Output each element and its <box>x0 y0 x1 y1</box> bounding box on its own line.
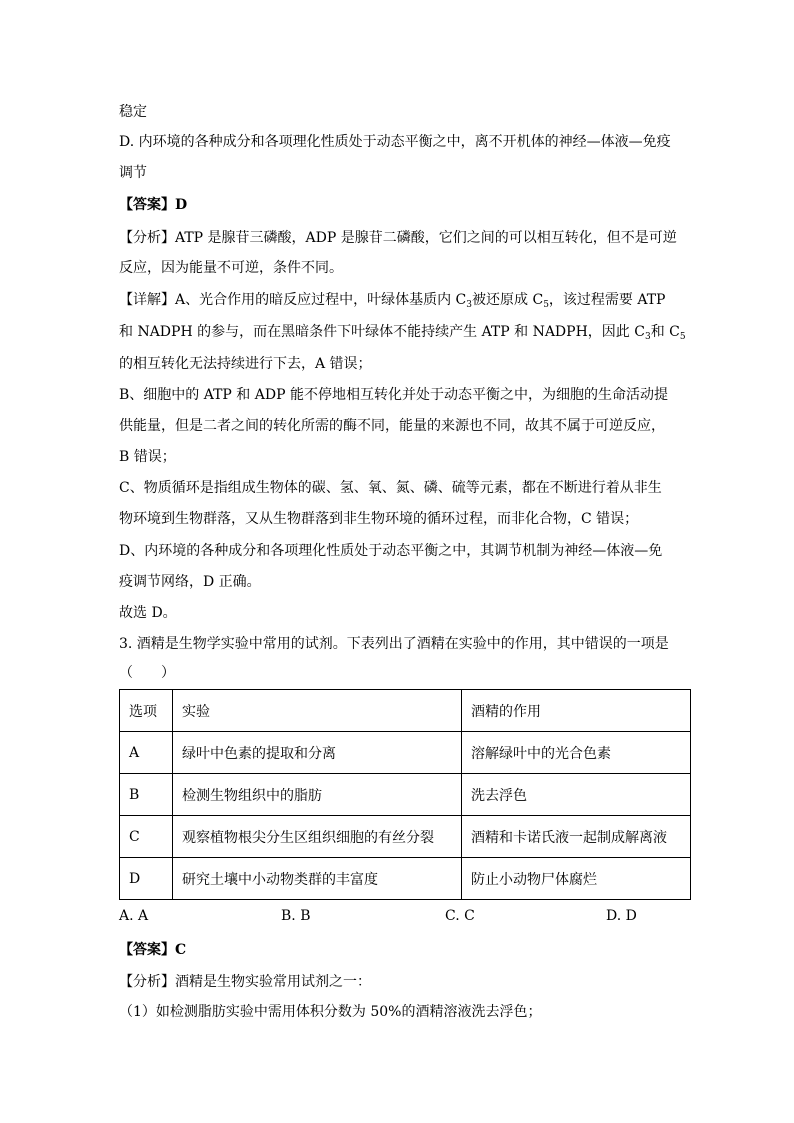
table-cell: 观察植物根尖分生区组织细胞的有丝分裂 <box>173 816 462 858</box>
option-d: D. D <box>606 908 637 924</box>
answer-label: 【答案】D <box>119 197 188 213</box>
table-cell: 绿叶中色素的提取和分离 <box>173 732 462 774</box>
text-line: 反应，因为能量不可逆，条件不同。 <box>119 260 343 276</box>
text-segment: 和 NADPH 的参与，而在黑暗条件下叶绿体不能持续产生 ATP 和 NADPH，因此 C <box>119 324 645 340</box>
text-segment: 被还原成 C <box>472 292 544 308</box>
table-row <box>120 816 691 858</box>
table-row <box>120 774 691 816</box>
text-line: 稳定 <box>119 104 147 120</box>
table-cell: 研究土壤中小动物类群的丰富度 <box>173 858 462 900</box>
answer-blank: （ ） <box>119 665 175 681</box>
text-line: 故选 D。 <box>119 605 177 621</box>
subscript: 5 <box>679 332 686 342</box>
subscript: 5 <box>543 300 549 310</box>
table-row <box>120 858 691 900</box>
subscript: 3 <box>644 332 651 342</box>
analysis-line: 【分析】酒精是生物实验常用试剂之一： <box>119 974 371 990</box>
table-cell: 防止小动物尸体腐烂 <box>462 858 691 900</box>
table-cell: A <box>120 732 173 774</box>
table-cell: 检测生物组织中的脂肪 <box>173 774 462 816</box>
text-line: 疫调节网络，D 正确。 <box>119 574 261 590</box>
question-table <box>119 689 691 900</box>
text-line: D、内环境的各种成分和各项理化性质处于动态平衡之中，其调节机制为神经—体液—免 <box>119 543 663 559</box>
text-line: D. 内环境的各种成分和各项理化性质处于动态平衡之中，离不开机体的神经—体液—免疫 <box>119 134 671 150</box>
table-header-cell: 实验 <box>173 690 462 732</box>
text-line <box>119 322 686 342</box>
text-line: 的相互转化无法持续进行下去，A 错误； <box>119 356 372 372</box>
text-segment: ，该过程需要 ATP <box>548 292 666 308</box>
table-cell: 酒精和卡诺氏液一起制成解离液 <box>462 816 691 858</box>
table-header-cell: 酒精的作用 <box>462 690 691 732</box>
table-cell: 洗去浮色 <box>462 774 691 816</box>
subscript: 3 <box>466 300 473 310</box>
text-line: （1）如检测脂肪实验中需用体积分数为 50%的酒精溶液洗去浮色； <box>119 1004 542 1020</box>
table-header-cell: 选项 <box>120 690 173 732</box>
option-c: C. C <box>445 908 475 924</box>
text-line: 调节 <box>119 165 147 181</box>
table-cell: D <box>120 858 173 900</box>
analysis-line: 【分析】ATP 是腺苷三磷酸，ADP 是腺苷二磷酸，它们之间的可以相互转化，但不是可逆 <box>119 230 677 246</box>
option-b: B. B <box>281 908 311 924</box>
question-stem: 3. 酒精是生物学实验中常用的试剂。下表列出了酒精在实验中的作用，其中错误的一项是 <box>119 636 669 652</box>
table-row <box>120 732 691 774</box>
answer-label: 【答案】C <box>119 942 187 958</box>
text-segment: 和 C <box>650 324 680 340</box>
explanation-line <box>119 290 665 310</box>
text-segment: 【详解】A、光合作用的暗反应过程中，叶绿体基质内 C <box>119 292 467 308</box>
text-line: 物环境到生物群落，又从生物群落到非生物环境的循环过程，而非化合物，C 错误； <box>119 511 639 527</box>
table-header-row <box>120 690 691 732</box>
option-a: A. A <box>119 908 149 924</box>
table-cell: 溶解绿叶中的光合色素 <box>462 732 691 774</box>
text-line: 供能量，但是二者之间的转化所需的酶不同，能量的来源也不同，故其不属于可逆反应， <box>119 418 665 434</box>
text-line: C、物质循环是指组成生物体的碳、氢、氧、氮、磷、硫等元素，都在不断进行着从非生 <box>119 480 662 496</box>
text-line: B、细胞中的 ATP 和 ADP 能不停地相互转化并处于动态平衡之中，为细胞的生命活动提 <box>119 387 668 403</box>
table-cell: C <box>120 816 173 858</box>
text-line: B 错误； <box>119 449 176 465</box>
table-cell: B <box>120 774 173 816</box>
